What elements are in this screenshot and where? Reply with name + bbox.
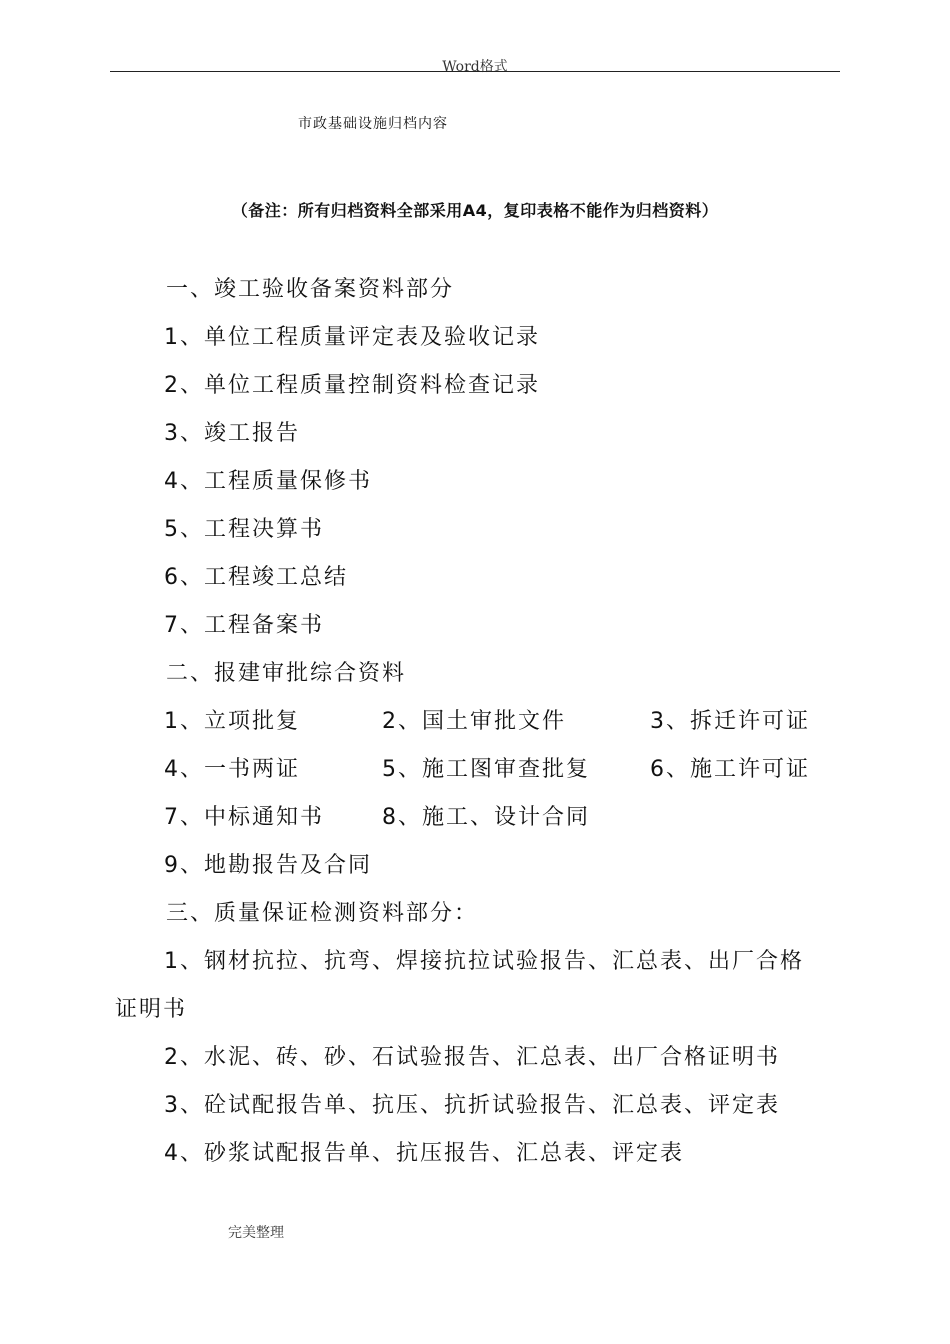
document-title: 市政基础设施归档内容	[298, 116, 448, 132]
list-item: 8、施工、设计合同	[382, 805, 590, 830]
list-item: 1、单位工程质量评定表及验收记录	[164, 325, 540, 350]
list-item: 9、地勘报告及合同	[164, 853, 372, 878]
footer-text: 完美整理	[228, 1225, 284, 1241]
list-item: 5、工程决算书	[164, 517, 324, 542]
list-item: 2、单位工程质量控制资料检查记录	[164, 373, 540, 398]
list-item: 2、国土审批文件	[382, 709, 566, 734]
section-3-heading: 三、质量保证检测资料部分：	[166, 901, 479, 926]
list-item: 7、工程备案书	[164, 613, 324, 638]
list-item: 6、工程竣工总结	[164, 565, 348, 590]
list-item: 3、拆迁许可证	[650, 709, 810, 734]
list-item: 6、施工许可证	[650, 757, 810, 782]
list-item: 4、工程质量保修书	[164, 469, 372, 494]
header-text: Word格式	[442, 59, 508, 75]
list-item-continuation: 证明书	[115, 997, 188, 1022]
section-1-heading: 一、竣工验收备案资料部分	[166, 277, 455, 302]
list-item: 3、砼试配报告单、抗压、抗折试验报告、汇总表、评定表	[164, 1093, 780, 1118]
list-item: 7、中标通知书	[164, 805, 324, 830]
list-item: 1、钢材抗拉、抗弯、焊接抗拉试验报告、汇总表、出厂合格	[164, 949, 804, 974]
list-item: 4、砂浆试配报告单、抗压报告、汇总表、评定表	[164, 1141, 684, 1166]
archive-note: （备注：所有归档资料全部采用A4，复印表格不能作为归档资料）	[231, 201, 719, 220]
header-divider	[110, 71, 840, 72]
section-2-heading: 二、报建审批综合资料	[166, 661, 407, 686]
list-item: 4、一书两证	[164, 757, 300, 782]
list-item: 2、水泥、砖、砂、石试验报告、汇总表、出厂合格证明书	[164, 1045, 780, 1070]
list-item: 1、立项批复	[164, 709, 300, 734]
list-item: 5、施工图审查批复	[382, 757, 590, 782]
list-item: 3、竣工报告	[164, 421, 300, 446]
